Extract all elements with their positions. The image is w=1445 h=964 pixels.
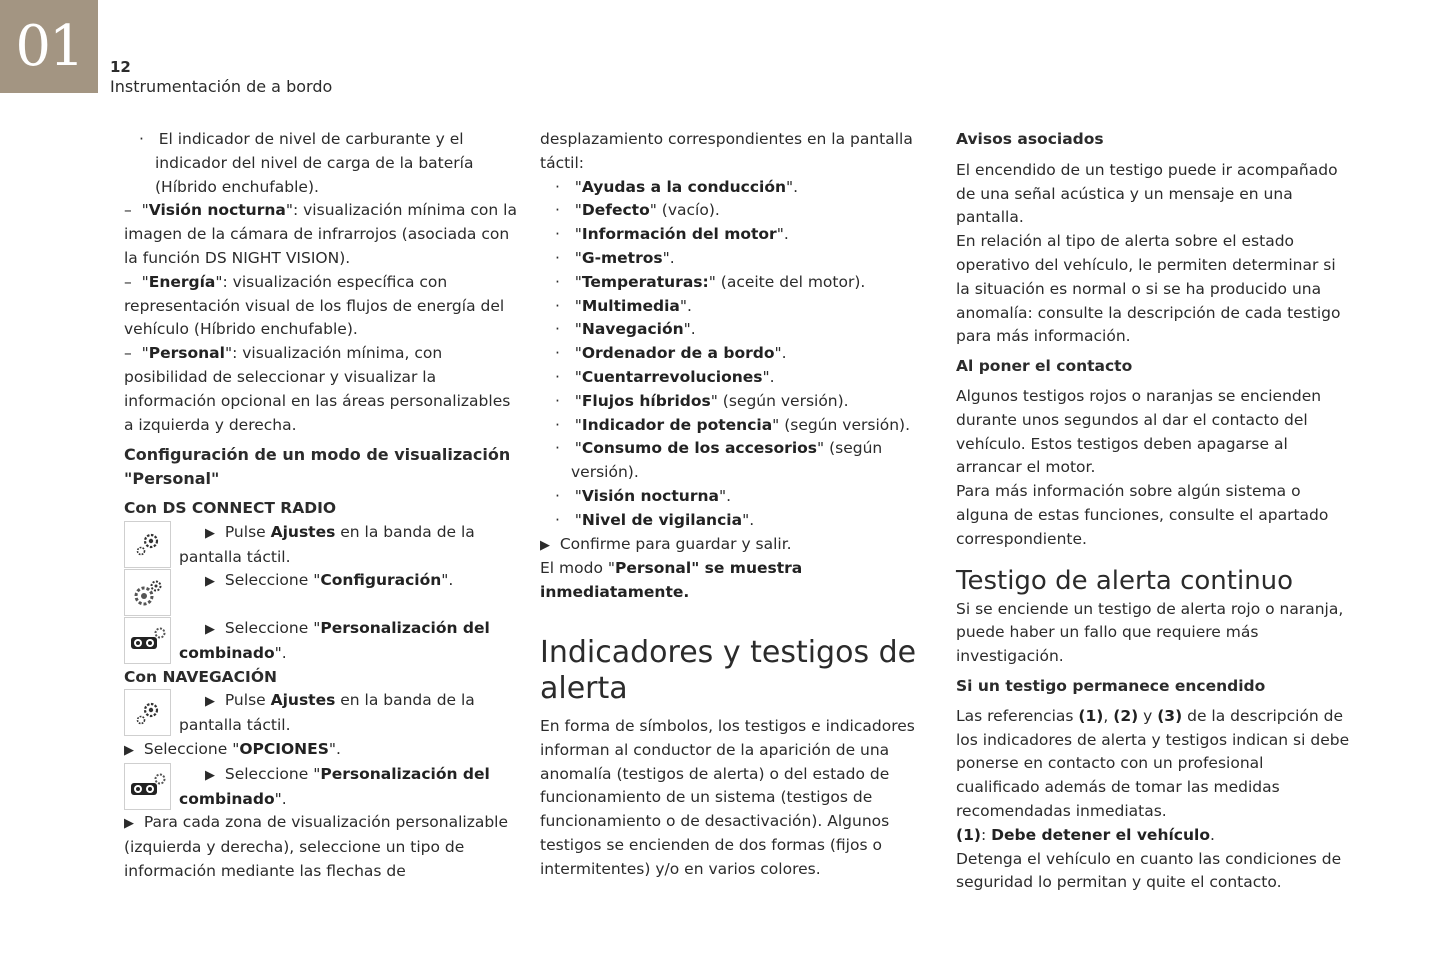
- list-item-text: El indicador de nivel de carburante y el indicador del nivel de carga de la batería (Híbrido enchufable).: [155, 130, 474, 196]
- subheading: Con DS CONNECT RADIO: [124, 498, 337, 517]
- option-label: Energía: [148, 272, 216, 291]
- page-number: 12: [110, 58, 131, 76]
- paragraph: (1): Debe detener el vehículo.: [956, 825, 1215, 844]
- step-text: ▶ Confirme para guardar y salir.: [540, 534, 792, 553]
- list-item: · "Consumo de los accesorios" (según versión).: [555, 439, 883, 482]
- paragraph: desplazamiento correspondientes en la pantalla táctil:: [540, 130, 913, 172]
- paragraph: El modo "Personal" se muestra inmediatamente.: [540, 559, 803, 602]
- subheading: Si un testigo permanece encendido: [956, 676, 1266, 695]
- column-right: [956, 128, 1351, 895]
- step-row: [124, 689, 519, 738]
- step-text: ▶ Seleccione "OPCIONES".: [124, 739, 341, 758]
- step-text: ▶ Para cada zona de visualización personalizable (izquierda y derecha), seleccione un tipo de información mediante las flechas de: [124, 813, 509, 880]
- subheading: Configuración de un modo de visualización "Personal": [124, 445, 511, 489]
- paragraph: En relación al tipo de alerta sobre el estado operativo del vehículo, le permiten determinar si la situación es normal o si se ha producido una anomalía: consulte la descripción de cada testigo para más información.: [956, 232, 1341, 346]
- option-text: : visualización mínima, con posibilidad de seleccionar y visualizar la información opcional en las áreas personalizables a izquierda y derecha.: [124, 344, 511, 434]
- step-row: [124, 521, 519, 570]
- list-item: · "Cuentarrevoluciones".: [555, 367, 775, 386]
- list-item: – "Personal": visualización mínima, con posibilidad de seleccionar y visualizar la información opcional en las áreas personalizables a izquierda y derecha.: [124, 344, 511, 434]
- step-row: [124, 569, 519, 617]
- section-heading: Testigo de alerta continuo: [956, 565, 1294, 596]
- list-item: · "Ayudas a la conducción".: [555, 177, 799, 196]
- step-text: ▶ Seleccione "Configuración".: [205, 571, 454, 590]
- list-item: · "Nivel de vigilancia".: [555, 510, 755, 529]
- list-item: · "Flujos híbridos" (según versión).: [555, 391, 849, 410]
- step-text: ▶ Seleccione "Personalización del combinado".: [179, 764, 490, 808]
- configuration-gears-icon: [124, 569, 171, 616]
- instrument-cluster-settings-icon: [124, 763, 171, 810]
- subheading: Con NAVEGACIÓN: [124, 667, 277, 686]
- subheading: Al poner el contacto: [956, 357, 1133, 376]
- list-item: · "Visión nocturna".: [555, 486, 732, 505]
- paragraph: En forma de símbolos, los testigos e indicadores informan al conductor de la aparición de una anomalía (testigos de alerta) o del estado de funcionamiento de un sistema (testigos de funcionamiento o de desactivación). Algunos testigos se encienden de dos formas (fijos o intermitentes) y/o en varios colores.: [540, 716, 915, 878]
- column-middle: [540, 128, 935, 882]
- subheading: Avisos asociados: [956, 130, 1104, 148]
- section-title: Instrumentación de a bordo: [110, 77, 333, 96]
- list-item: – "Visión nocturna": visualización mínima con la imagen de la cámara de infrarrojos (asociada con la función DS NIGHT VISION).: [124, 201, 517, 267]
- settings-gears-icon: [124, 689, 171, 736]
- step-row: [124, 763, 519, 812]
- option-label: Personal: [148, 344, 225, 363]
- list-item: – "Energía": visualización específica con representación visual de los flujos de energía del vehículo (Híbrido enchufable).: [124, 272, 505, 339]
- list-item: · "Ordenador de a bordo".: [555, 344, 787, 363]
- paragraph: Para más información sobre algún sistema o alguna de estas funciones, consulte el apartado correspondiente.: [956, 482, 1329, 548]
- list-item: · "Multimedia".: [555, 296, 692, 315]
- step-text: ▶ Seleccione "Personalización del combinado".: [179, 618, 490, 662]
- option-label: Visión nocturna: [148, 201, 286, 220]
- list-item: · "Información del motor".: [555, 225, 789, 244]
- step-text: ▶ Pulse Ajustes en la banda de la pantalla táctil.: [179, 691, 475, 735]
- option-text: : visualización mínima con la imagen de la cámara de infrarrojos (asociada con la función DS NIGHT VISION).: [124, 201, 517, 267]
- list-item: · "G-metros".: [555, 248, 675, 267]
- paragraph: Las referencias (1), (2) y (3) de la descripción de los indicadores de alerta y testigos indican si debe ponerse en contacto con un profesional cualificado además de tomar las medidas recomendadas inmediatas.: [956, 706, 1350, 820]
- list-item: · "Temperaturas:" (aceite del motor).: [555, 272, 866, 291]
- chapter-number: 01: [15, 13, 83, 79]
- list-item: · "Indicador de potencia" (según versión).: [555, 415, 911, 434]
- option-list: [540, 176, 935, 533]
- paragraph: Si se enciende un testigo de alerta rojo o naranja, puede haber un fallo que requiere más investigación.: [956, 599, 1344, 666]
- step-row: [124, 617, 519, 666]
- paragraph: Detenga el vehículo en cuanto las condiciones de seguridad lo permitan y quite el contacto.: [956, 849, 1342, 892]
- list-item: · "Navegación".: [555, 320, 696, 339]
- settings-gears-icon: [124, 521, 171, 568]
- chapter-number-box: [0, 0, 98, 93]
- list-item: · "Defecto" (vacío).: [555, 201, 720, 220]
- paragraph: Algunos testigos rojos o naranjas se encienden durante unos segundos al dar el contacto del vehículo. Estos testigos deben apagarse al arrancar el motor.: [956, 386, 1322, 477]
- paragraph: El encendido de un testigo puede ir acompañado de una señal acústica y un mensaje en una pantalla.: [956, 160, 1338, 227]
- list-item: · El indicador de nivel de carburante y el indicador del nivel de carga de la batería (Híbrido enchufable).: [139, 130, 474, 196]
- section-heading: Indicadores y testigos de alerta: [540, 634, 917, 706]
- step-text: ▶ Pulse Ajustes en la banda de la pantalla táctil.: [179, 522, 475, 566]
- option-text: : visualización específica con representación visual de los flujos de energía del vehículo (Híbrido enchufable).: [124, 272, 505, 339]
- column-left: [124, 128, 519, 884]
- instrument-cluster-settings-icon: [124, 617, 171, 664]
